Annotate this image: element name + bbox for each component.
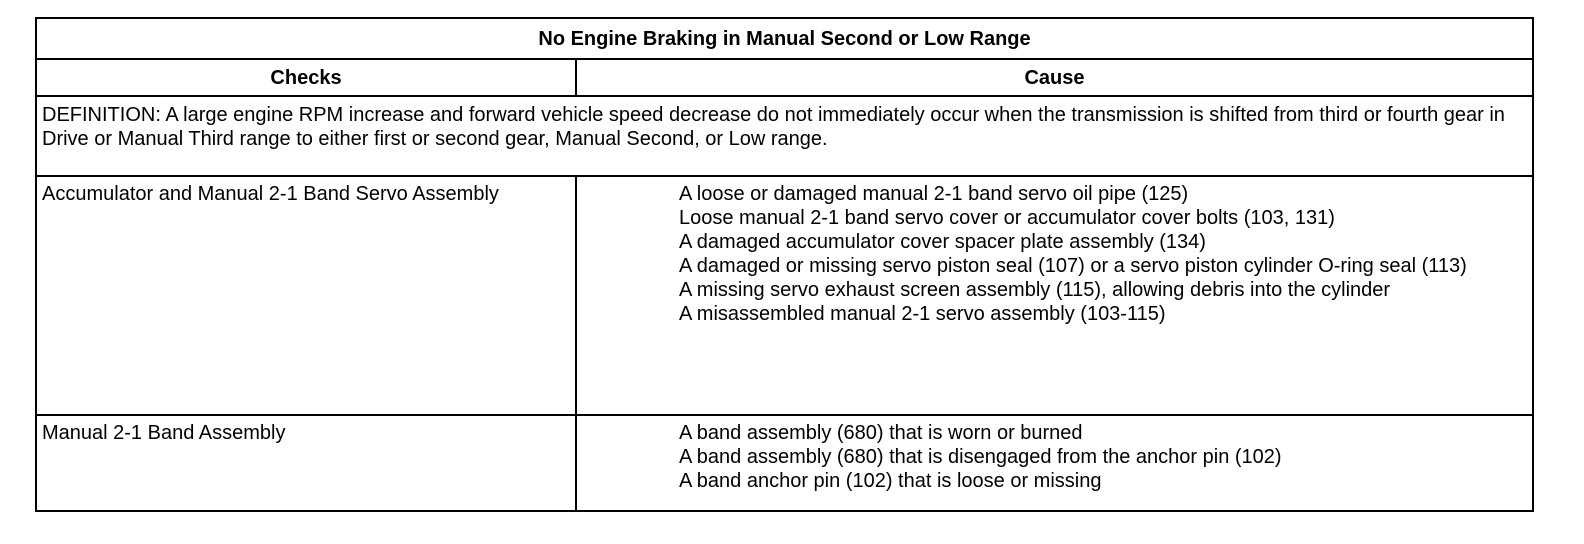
definition-row <box>36 96 1533 176</box>
check-cell: Accumulator and Manual 2-1 Band Servo Assembly <box>36 176 576 415</box>
checks-header: Checks <box>36 59 576 96</box>
cause-cell <box>576 415 1533 511</box>
cause-line: A damaged or missing servo piston seal (107) or a servo piston cylinder O-ring seal (113) <box>679 255 1467 277</box>
cause-line: A misassembled manual 2-1 servo assembly (103-115) <box>679 303 1166 325</box>
check-cell: Manual 2-1 Band Assembly <box>36 415 576 511</box>
cause-line: A band assembly (680) that is disengaged from the anchor pin (102) <box>679 446 1282 468</box>
cause-line: A damaged accumulator cover spacer plate assembly (134) <box>679 231 1206 253</box>
cause-header: Cause <box>576 59 1533 96</box>
cause-line: A band anchor pin (102) that is loose or missing <box>679 470 1102 492</box>
table-title: No Engine Braking in Manual Second or Low Range <box>36 18 1533 59</box>
cause-line: A band assembly (680) that is worn or burned <box>679 422 1083 444</box>
diagnostic-table <box>35 17 1534 512</box>
cause-cell <box>576 176 1533 415</box>
definition-text: DEFINITION: A large engine RPM increase and forward vehicle speed decrease do not immediately occur when the transmission is shifted from third or fourth gear in Drive or Manual Third range to either first or second gear, Manual Second, or Low range. <box>36 96 1533 176</box>
cause-line: A loose or damaged manual 2-1 band servo oil pipe (125) <box>679 183 1189 205</box>
header-row <box>36 59 1533 96</box>
cause-line: A missing servo exhaust screen assembly (115), allowing debris into the cylinder <box>679 279 1391 301</box>
cause-line: Loose manual 2-1 band servo cover or accumulator cover bolts (103, 131) <box>679 207 1335 229</box>
title-row <box>36 18 1533 59</box>
table-row <box>36 176 1533 415</box>
table-row <box>36 415 1533 511</box>
